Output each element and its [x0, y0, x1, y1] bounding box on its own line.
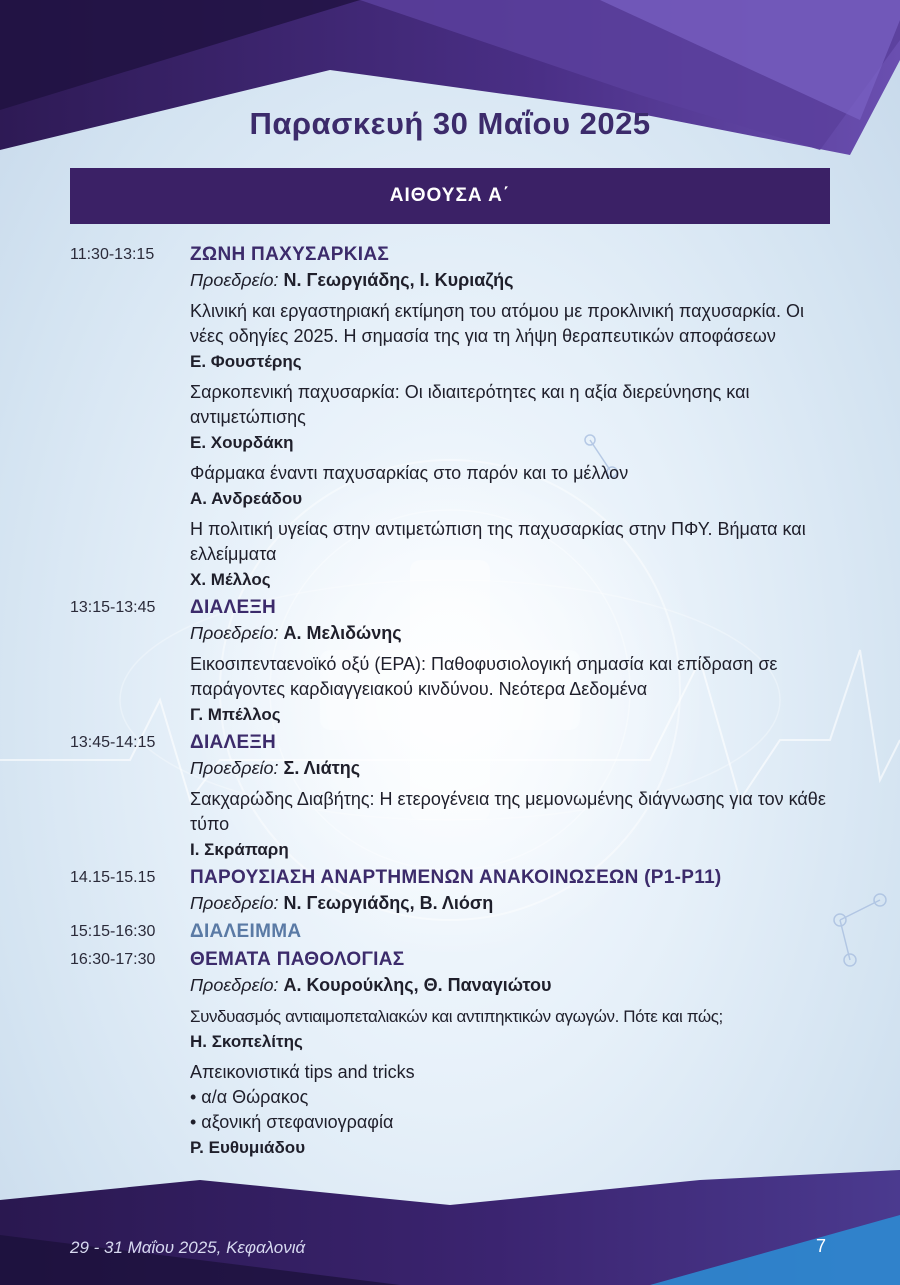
- session-content: [190, 920, 840, 944]
- session-time: 13:45-14:15: [70, 734, 156, 751]
- session-title: ΔΙΑΛΕΞΗ: [190, 732, 277, 753]
- session-chairs: [190, 890, 840, 916]
- page-number: 7: [816, 1236, 827, 1256]
- session-time: 16:30-17:30: [70, 951, 156, 968]
- session-content: [190, 243, 840, 592]
- session-content: [190, 731, 840, 862]
- program-list: [70, 243, 840, 1164]
- session-chairs: [190, 972, 840, 998]
- talk-title: Απεικονιστικά tips and tricks: [190, 1062, 415, 1082]
- talk-speaker: Η. Σκοπελίτης: [190, 1032, 303, 1051]
- session-title: ΔΙΑΛΕΞΗ: [190, 597, 277, 618]
- session: [70, 866, 840, 916]
- session-title: ΘΕΜΑΤΑ ΠΑΘΟΛΟΓΙΑΣ: [190, 949, 405, 970]
- chair-label: Προεδρείο:: [190, 758, 279, 778]
- hall-label: ΑΙΘΟΥΣΑ Α΄: [389, 185, 511, 206]
- talk-title: Η πολιτική υγείας στην αντιμετώπιση της παχυσαρκίας στην ΠΦΥ. Βήματα και ελλείμματα: [190, 519, 806, 564]
- chair-names: Σ. Λιάτης: [283, 758, 361, 778]
- chair-names: Ν. Γεωργιάδης, Ι. Κυριαζής: [283, 270, 514, 290]
- session: [70, 920, 840, 944]
- talk-title: Συνδυασμός αντιαιμοπεταλιακών και αντιπηκτικών αγωγών. Πότε και πώς;: [190, 1007, 723, 1026]
- hall-banner: [70, 168, 830, 224]
- session: [70, 596, 840, 727]
- break-title: ΔΙΑΛΕΙΜΜΑ: [190, 921, 302, 942]
- talk-speaker: Γ. Μπέλλος: [190, 705, 281, 724]
- session-time: 14.15-15.15: [70, 869, 156, 886]
- chair-names: Ν. Γεωργιάδης, Β. Λιόση: [283, 893, 494, 913]
- event-info: 29 - 31 Μαΐου 2025, Κεφαλονιά: [70, 1238, 306, 1257]
- session: [70, 731, 840, 862]
- session-chairs: [190, 755, 840, 781]
- talk-title: Φάρμακα έναντι παχυσαρκίας στο παρόν και το μέλλον: [190, 463, 629, 483]
- talk-speaker: Α. Ανδρεάδου: [190, 489, 303, 508]
- talk-speaker: Ρ. Ευθυμιάδου: [190, 1138, 306, 1157]
- session-content: [190, 948, 840, 1160]
- chair-label: Προεδρείο:: [190, 270, 279, 290]
- session: [70, 948, 840, 1160]
- talk-speaker: Χ. Μέλλος: [190, 570, 271, 589]
- talk-title: Εικοσιπενταενοϊκό οξύ (EPA): Παθοφυσιολογική σημασία και επίδραση σε παράγοντες καρδιαγγειακού κινδύνου. Νεότερα Δεδομένα: [190, 654, 778, 699]
- session-title: ΖΩΝΗ ΠΑΧΥΣΑΡΚΙΑΣ: [190, 244, 390, 265]
- session-time: 13:15-13:45: [70, 599, 156, 616]
- session-time: 15:15-16:30: [70, 923, 156, 940]
- session-content: [190, 866, 840, 916]
- talk-bullet: • α/α Θώρακος: [190, 1087, 309, 1107]
- talk-speaker: Ι. Σκράπαρη: [190, 840, 289, 859]
- session-title: ΠΑΡΟΥΣΙΑΣΗ ΑΝΑΡΤΗΜΕΝΩΝ ΑΝΑΚΟΙΝΩΣΕΩΝ (P1-P11): [190, 867, 722, 888]
- chair-names: Α. Μελιδώνης: [283, 623, 402, 643]
- chair-label: Προεδρείο:: [190, 893, 279, 913]
- talk-speaker: Ε. Χουρδάκη: [190, 433, 294, 452]
- talk-speaker: Ε. Φουστέρης: [190, 352, 302, 371]
- talk-bullet: • αξονική στεφανιογραφία: [190, 1112, 394, 1132]
- talk-title: Σαρκοπενική παχυσαρκία: Οι ιδιαιτερότητες και η αξία διερεύνησης και αντιμετώπισης: [190, 382, 750, 427]
- chair-label: Προεδρείο:: [190, 975, 279, 995]
- chair-label: Προεδρείο:: [190, 623, 279, 643]
- session-content: [190, 596, 840, 727]
- session-time: 11:30-13:15: [70, 246, 155, 263]
- session-chairs: [190, 267, 840, 293]
- chair-names: Α. Κουρούκλης, Θ. Παναγιώτου: [283, 975, 552, 995]
- session: [70, 243, 840, 592]
- talk-title: Κλινική και εργαστηριακή εκτίμηση του ατόμου με προκλινική παχυσαρκία. Οι νέες οδηγίες 2025. Η σημασία της για τη λήψη θεραπευτικών αποφάσεων: [190, 301, 804, 346]
- session-chairs: [190, 620, 840, 646]
- page-title: Παρασκευή 30 Μαΐου 2025: [249, 106, 651, 141]
- talk-title: Σακχαρώδης Διαβήτης: Η ετερογένεια της μεμονωμένης διάγνωσης για τον κάθε τύπο: [190, 789, 826, 834]
